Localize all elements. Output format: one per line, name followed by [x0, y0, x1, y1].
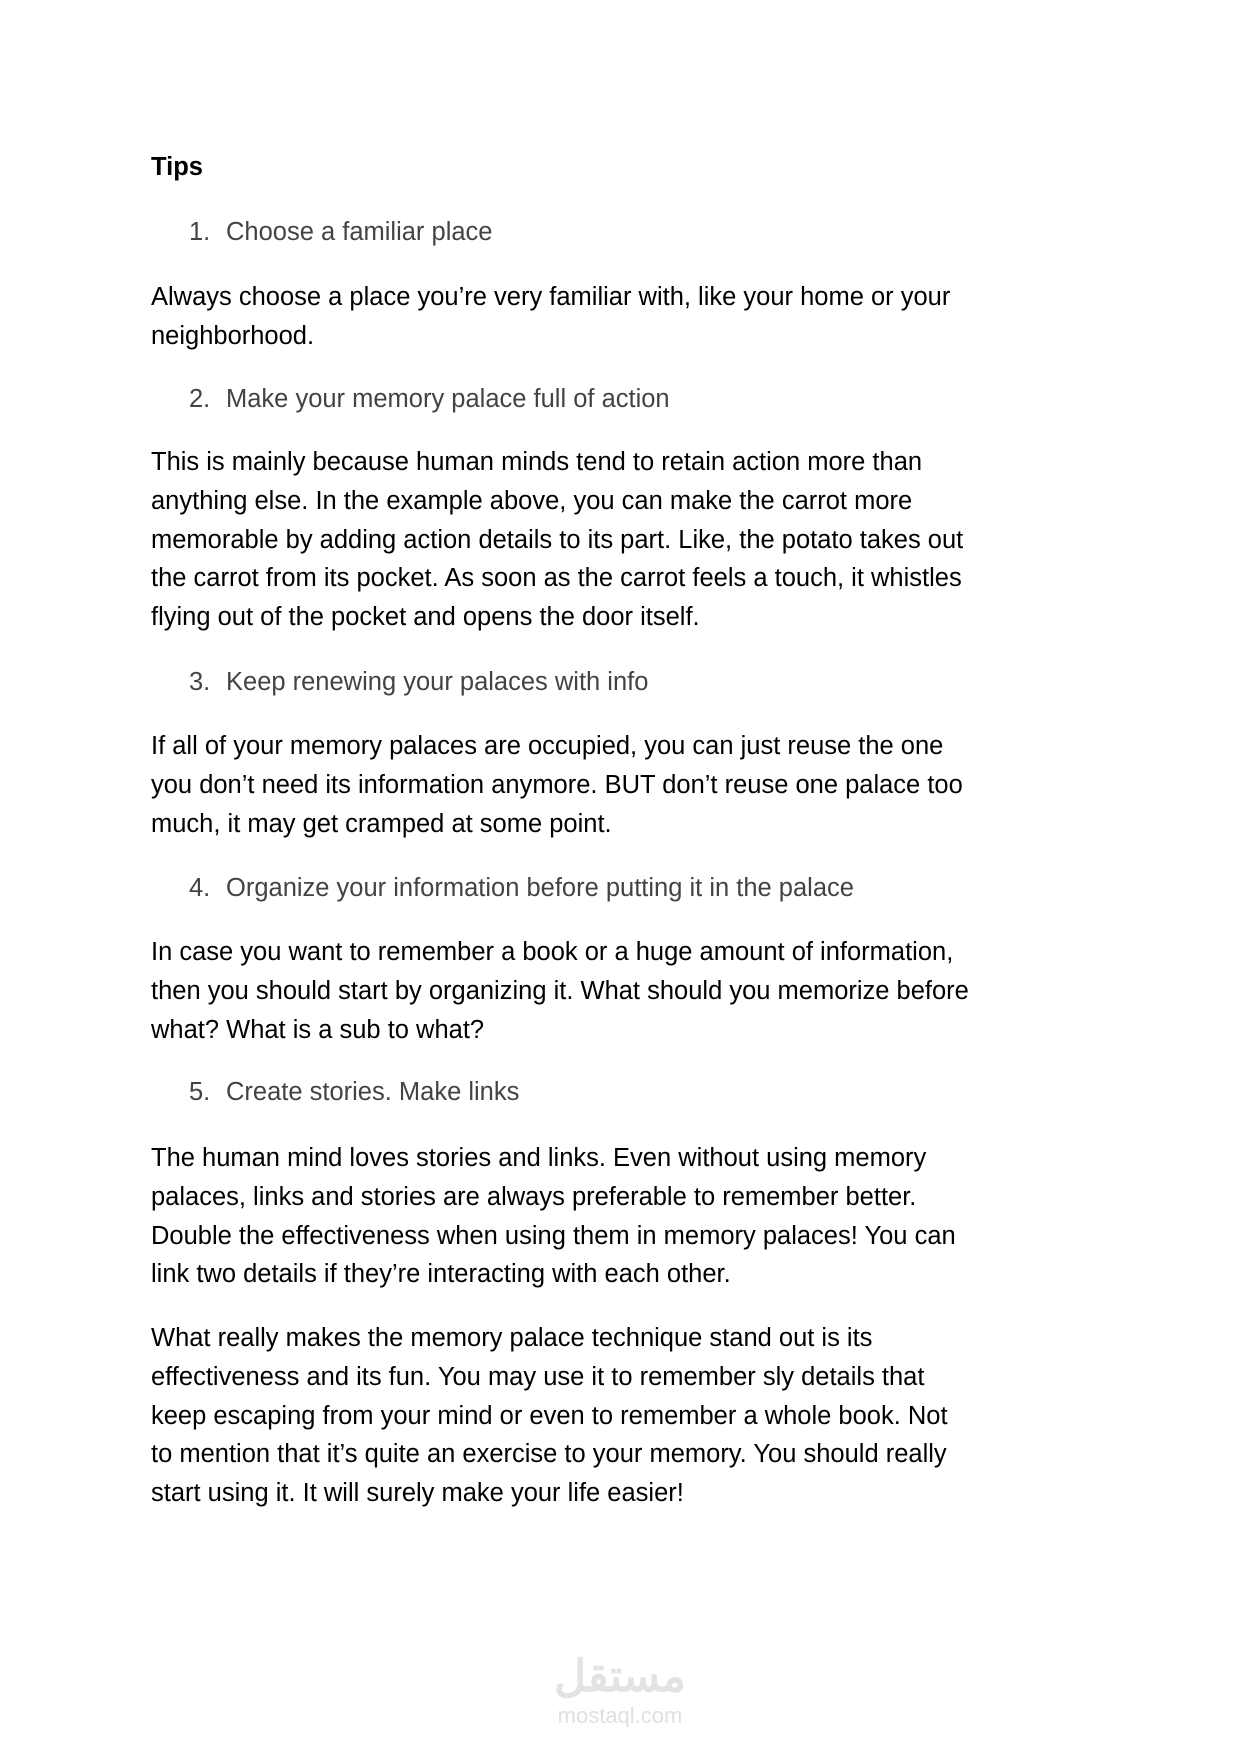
text-line: what? What is a sub to what?	[151, 1015, 485, 1044]
tip-title: Organize your information before putting it in the palace	[226, 874, 854, 902]
text-line: start using it. It will surely make your life easier!	[151, 1479, 684, 1508]
text-line: anything else. In the example above, you can make the carrot more	[151, 486, 913, 515]
text-line: In case you want to remember a book or a huge amount of information,	[151, 938, 954, 966]
text-line: much, it may get cramped at some point.	[151, 809, 612, 838]
watermark-url: mostaql.com	[557, 1703, 683, 1728]
tip-title: Keep renewing your palaces with info	[226, 668, 649, 696]
tip-paragraph	[151, 933, 1131, 1049]
conclusion-paragraph	[151, 1319, 1131, 1513]
text-line: The human mind loves stories and links. Even without using memory	[151, 1144, 927, 1172]
text-line: link two details if they’re interacting with each other.	[151, 1260, 731, 1289]
tip-number: 2.	[189, 385, 211, 413]
tip-title: Make your memory palace full of action	[226, 385, 670, 413]
text-line: to mention that it’s quite an exercise to your memory. You should really	[151, 1440, 947, 1469]
text-line: keep escaping from your mind or even to remember a whole book. Not	[151, 1401, 948, 1430]
text-line: What really makes the memory palace technique stand out is its	[151, 1324, 873, 1352]
text-line: neighborhood.	[151, 321, 315, 350]
text-line: memorable by adding action details to its part. Like, the potato takes out	[151, 525, 964, 554]
tip-number: 3.	[189, 668, 211, 696]
tip-title: Create stories. Make links	[226, 1078, 520, 1106]
text-line: the carrot from its pocket. As soon as the carrot feels a touch, it whistles	[151, 564, 962, 593]
text-line: you don’t need its information anymore. BUT don’t reuse one palace too	[151, 770, 963, 799]
tip-paragraph	[151, 727, 1131, 843]
watermark-logo: مستقل	[554, 1652, 686, 1701]
tip-title: Choose a familiar place	[226, 218, 493, 246]
tip-paragraph	[151, 443, 1131, 637]
text-line: If all of your memory palaces are occupied, you can just reuse the one	[151, 732, 944, 760]
text-line: effectiveness and its fun. You may use it to remember sly details that	[151, 1362, 925, 1391]
text-line: Double the effectiveness when using them in memory palaces! You can	[151, 1221, 956, 1250]
tip-number: 4.	[189, 874, 211, 902]
text-line: Always choose a place you’re very familiar with, like your home or your	[151, 283, 951, 311]
tip-paragraph	[151, 1139, 1131, 1294]
tip-paragraph	[151, 278, 1131, 356]
tip-number: 1.	[189, 218, 211, 246]
tip-number: 5.	[189, 1078, 211, 1106]
text-line: then you should start by organizing it. What should you memorize before	[151, 976, 969, 1005]
text-line: This is mainly because human minds tend to retain action more than	[151, 448, 923, 476]
text-line: flying out of the pocket and opens the door itself.	[151, 603, 700, 632]
text-line: palaces, links and stories are always preferable to remember better.	[151, 1182, 917, 1211]
heading: Tips	[151, 153, 203, 181]
